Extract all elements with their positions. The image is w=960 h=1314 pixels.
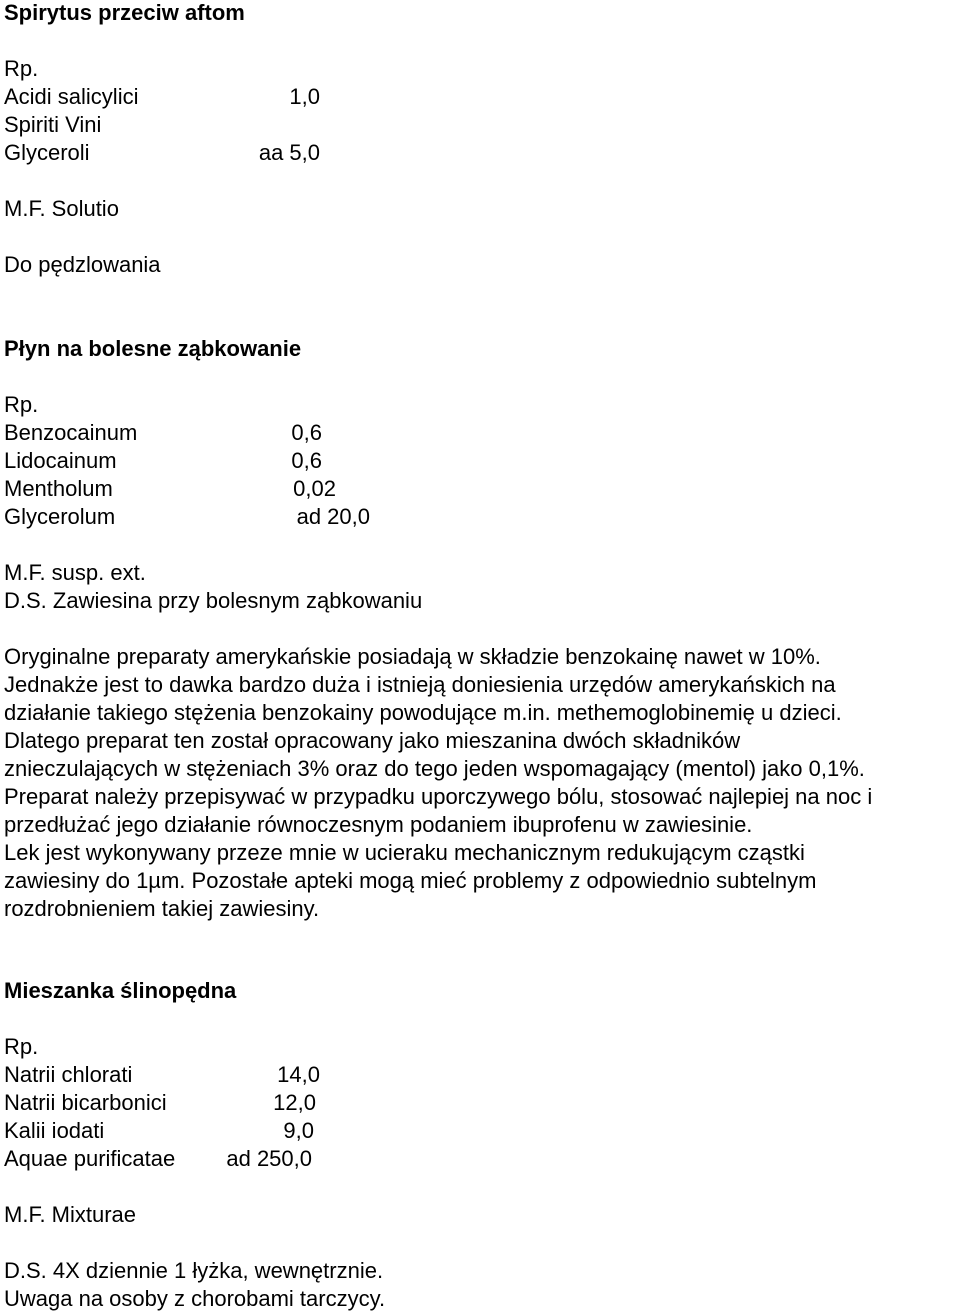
ingredient-amount: ad 20,0 [296, 504, 370, 529]
ingredient-name: Spiriti Vini [4, 112, 102, 137]
ingredient-amount: 0,6 [291, 420, 322, 445]
rp-label: Rp. [4, 56, 39, 81]
ingredient-amount: 12,0 [273, 1090, 316, 1115]
ingredient-name: Lidocainum [4, 448, 117, 473]
ingredient-amount: 0,6 [291, 448, 322, 473]
ingredient-amount: 9,0 [283, 1118, 314, 1143]
note-line: Oryginalne preparaty amerykańskie posiadają w składzie benzokainę nawet w 10%. [4, 644, 821, 669]
mf-line: M.F. Mixturae [4, 1202, 137, 1227]
rp-label: Rp. [4, 392, 39, 417]
note-line: Dlatego preparat ten został opracowany jako mieszanina dwóch składników [4, 728, 741, 753]
ingredient-name: Acidi salicylici [4, 84, 139, 109]
note-line: zawiesiny do 1µm. Pozostałe apteki mogą mieć problemy z odpowiednio subtelnym [4, 868, 817, 893]
ingredient-amount: ad 250,0 [226, 1146, 312, 1171]
rp-label: Rp. [4, 1034, 39, 1059]
ingredient-name: Natrii chlorati [4, 1062, 133, 1087]
ingredient-name: Benzocainum [4, 420, 138, 445]
section-title: Płyn na bolesne ząbkowanie [4, 336, 302, 361]
ingredient-amount: aa 5,0 [258, 140, 320, 165]
ingredient-name: Glycerolum [4, 504, 116, 529]
usage-line: Do pędzlowania [4, 252, 161, 277]
note-line: rozdrobnieniem takiej zawiesiny. [4, 896, 320, 921]
note-line: Jednakże jest to dawka bardzo duża i istnieją doniesienia urzędów amerykańskich na [4, 672, 836, 697]
ingredient-name: Mentholum [4, 476, 113, 501]
note-line: Preparat należy przepisywać w przypadku uporczywego bólu, stosować najlepiej na noc i [4, 784, 873, 809]
warning-line: Uwaga na osoby z chorobami tarczycy. [4, 1286, 386, 1311]
ingredient-name: Kalii iodati [4, 1118, 105, 1143]
ingredient-name: Glyceroli [4, 140, 90, 165]
mf-line: M.F. Solutio [4, 196, 119, 221]
note-line: działanie takiego stężenia benzokainy powodujące m.in. methemoglobinemię u dzieci. [4, 700, 842, 725]
ingredient-amount: 14,0 [277, 1062, 320, 1087]
note-line: znieczulających w stężeniach 3% oraz do tego jeden wspomagający (mentol) jako 0,1%. [4, 756, 865, 781]
ds-line: D.S. 4X dziennie 1 łyżka, wewnętrznie. [4, 1258, 384, 1283]
mf-line: M.F. susp. ext. [4, 560, 146, 585]
note-line: przedłużać jego działanie równoczesnym podaniem ibuprofenu w zawiesinie. [4, 812, 753, 837]
ingredient-amount: 1,0 [289, 84, 320, 109]
note-line: Lek jest wykonywany przeze mnie w ucieraku mechanicznym redukującym cząstki [4, 840, 805, 865]
section-title: Mieszanka ślinopędna [4, 978, 237, 1003]
ds-line: D.S. Zawiesina przy bolesnym ząbkowaniu [4, 588, 423, 613]
ingredient-amount: 0,02 [293, 476, 336, 501]
ingredient-name: Aquae purificatae [4, 1146, 176, 1171]
section-title: Spirytus przeciw aftom [4, 0, 245, 25]
ingredient-name: Natrii bicarbonici [4, 1090, 167, 1115]
